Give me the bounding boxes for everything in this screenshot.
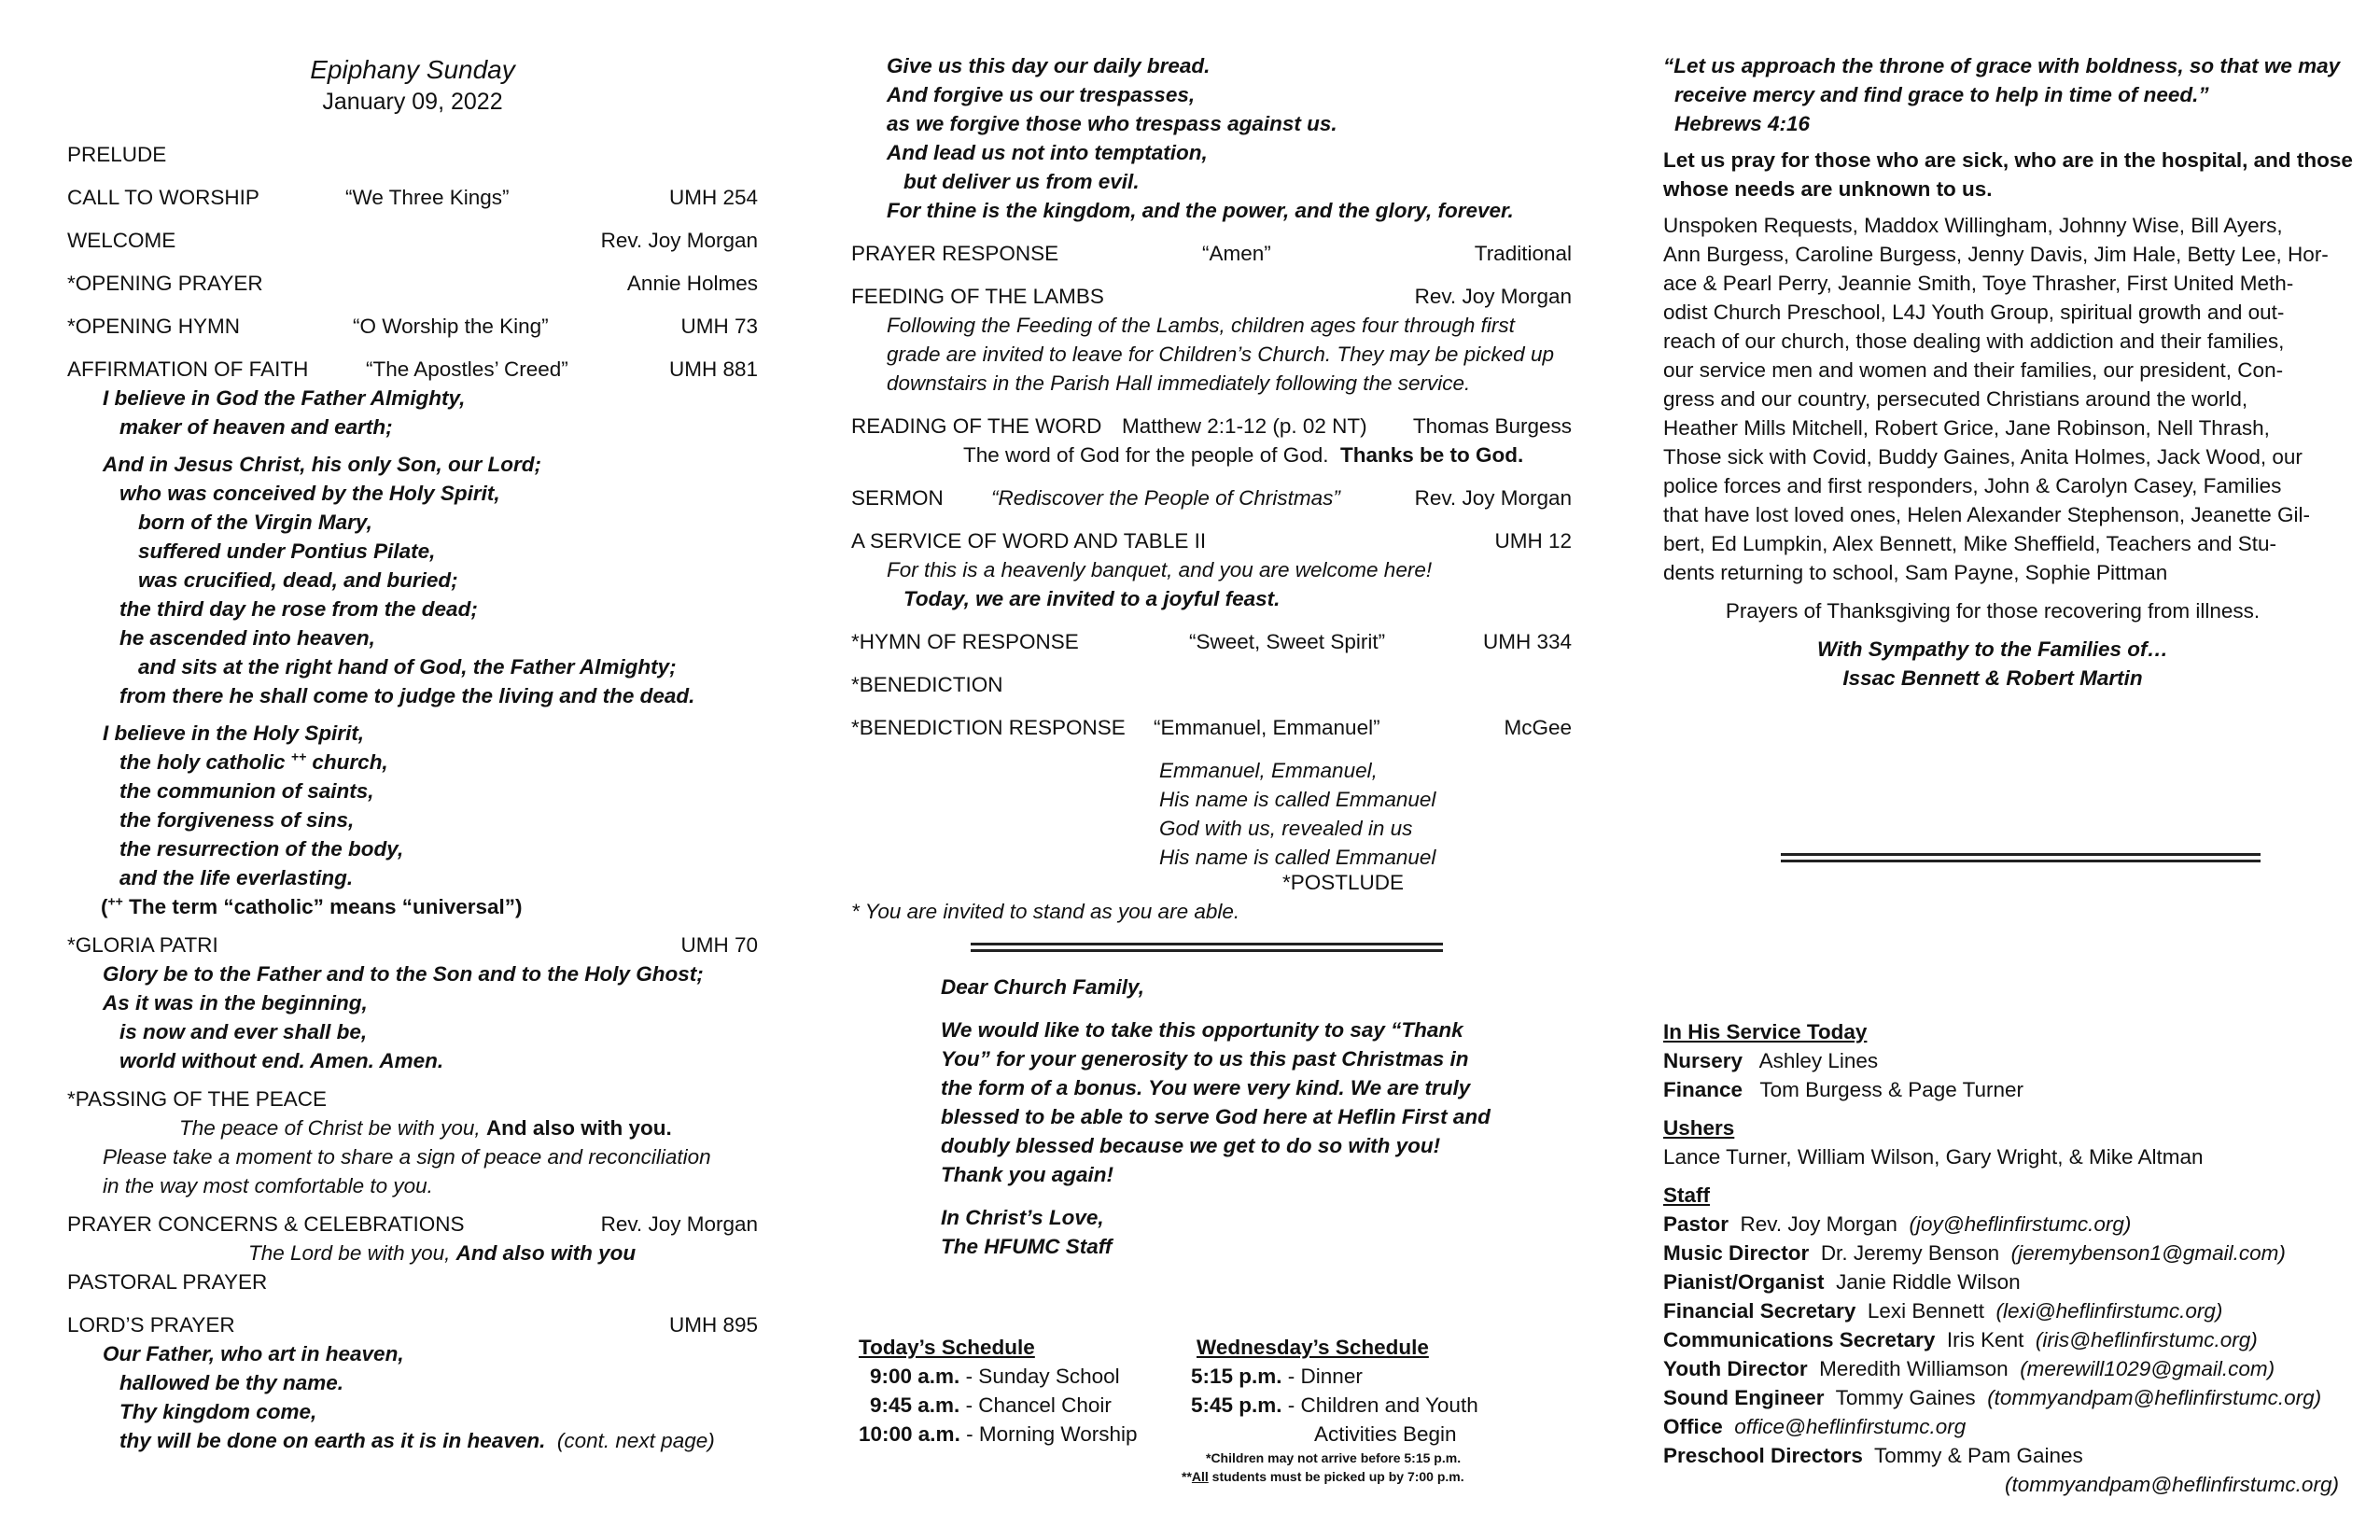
divider-rule [1781, 853, 2261, 862]
gloria-row: *GLORIA PATRI UMH 70 [67, 933, 758, 957]
staff-row: Pastor Rev. Joy Morgan (joy@heflinfirstumc.org) [1663, 1212, 2132, 1236]
stand-note: * You are invited to stand as you are able. [851, 900, 1240, 923]
call-to-worship-row: CALL TO WORSHIP “We Three Kings” UMH 254 [67, 186, 758, 209]
reading-row: READING OF THE WORD Matthew 2:1-12 (p. 02 NT) Thomas Burgess [851, 414, 1572, 438]
sympathy-names: Issac Bennett & Robert Martin [1842, 666, 2143, 690]
lords-prayer-row: LORD’S PRAYER UMH 895 [67, 1313, 758, 1337]
column-order-continued: Give us this day our daily bread. And forgive us our trespasses, as we forgive those who trespass against us. And lead us not into temptation, but deliver us from evil. For thine is the kingdom, and the power, and the glory, forever. PRAYER RESPONSE “Amen” Traditional FEEDING OF THE LAMBS Rev. Joy Morgan Following the Feeding of the Lambs, children ages four through first grade are invited to leave for Children’s Church. They may be picked up downstairs in the Parish Hall immediately following the service. READING OF THE WORD Matthew 2:1-12 (p. 02 NT) Thomas Burgess The word of God for the people of God. Thanks be to God. SERMON “Rediscover the People of Christmas” Rev. Joy Morgan A SERVICE OF WORD AND TABLE II UMH 12 For this is a heavenly banquet, and you are welcome here! Today, we are invited to a joyful feast. *HYMN OF RESPONSE “Sweet, Sweet Spirit” UMH 334 *BENEDICTION *BENEDICTION RESPONSE “Emmanuel, Emmanuel” McGee Emmanuel, Emmanuel, His name is called Emmanuel God with us, revealed in us His name is called Emmanuel *POSTLUDE * You are invited to stand as you are able. Dear Church Family, We would like to take this opportunity to say “Thank You” for your generosity to us this past Christmas in the form of a bonus. You were very kind. We are truly blessed to be able to serve God here at Heflin First and doubly blessed because we get to do so with you! Thank you again! In Christ’s Love, The HFUMC Staff Today’s Schedule 9:00 a.m. - Sunday School 9:45 a.m. - Chancel Choir 10:00 a.m. - Morning Worship Wednesday’s Schedule 5:15 p.m. - Dinner 5:45 p.m. - Children and Youth Activities Begin *Children may not arrive before 5:15 p.m. **All students must be picked up by 7:00 p.m. [851, 0, 1579, 1540]
hymn-of-response-row: *HYMN OF RESPONSE “Sweet, Sweet Spirit” UMH 334 [851, 630, 1572, 653]
bulletin-date: January 09, 2022 [322, 89, 503, 115]
todays-schedule: Today’s Schedule 9:00 a.m. - Sunday School 9:45 a.m. - Chancel Choir 10:00 a.m. - Morning Worship [859, 1333, 1137, 1449]
letter-greeting: Dear Church Family, [941, 975, 1144, 999]
postlude: *POSTLUDE [1282, 871, 1405, 894]
bulletin-title: Epiphany Sunday [310, 55, 515, 84]
lords-prayer-text: Our Father, who art in heaven, hallowed be thy name. Thy kingdom come, thy will be done on earth as it is in heaven. (cont. next page) [103, 1342, 715, 1452]
creed-paragraph-3: I believe in the Holy Spirit, the holy catholic ++ church, the communion of saints, the forgiveness of sins, the resurrection of the body, and the life everlasting. (++ The term “catholic” means “universal”) [67, 719, 758, 921]
sympathy-heading: With Sympathy to the Families of… [1816, 637, 2169, 661]
sermon-row: SERMON “Rediscover the People of Christmas” Rev. Joy Morgan [851, 486, 1572, 510]
prayer-response-row: PRAYER RESPONSE “Amen” Traditional [851, 242, 1572, 265]
benediction-response-row: *BENEDICTION RESPONSE “Emmanuel, Emmanuel” McGee [851, 716, 1572, 739]
staff-row: Youth Director Meredith Williamson (merewill1029@gmail.com) [1663, 1357, 2275, 1380]
gloria-text: Glory be to the Father and to the Son and to the Holy Ghost; As it was in the beginning, is now and ever shall be, world without end. Amen. Amen. [103, 962, 704, 1072]
emmanuel-text: Emmanuel, Emmanuel, His name is called Emmanuel God with us, revealed in us His name is called Emmanuel [1159, 759, 1436, 869]
prelude-row: PRELUDE [67, 143, 167, 166]
staff-row: Music Director Dr. Jeremy Benson (jeremybenson1@gmail.com) [1663, 1241, 2286, 1265]
column-order-of-worship: Epiphany Sunday January 09, 2022 PRELUDE CALL TO WORSHIP “We Three Kings” UMH 254 WELCOME Rev. Joy Morgan *OPENING PRAYER Annie Holmes *OPENING HYMN “O Worship the King” UMH 73 AFFIRMATION OF FAITH “The Apostles’ Creed” UMH 881 I believe in God the Father Almighty, maker of heaven and earth; And in Jesus Christ, his only Son, our Lord; who was conceived by the Holy Spirit, born of the Virgin Mary, suffered under Pontius Pilate, was crucified, dead, and buried; the third day he rose from the dead; he ascended into heaven, and sits at the right hand of God, the Father Almighty; from there he shall come to judge the living and the dead. I believe in the Holy Spirit, the holy catholic ++ church, the communion of saints, the forgiveness of sins, the resurrection of the body, and the life everlasting. (++ The term “catholic” means “universal”) *GLORIA PATRI UMH 70 Glory be to the Father and to the Son and to the Holy Ghost; As it was in the beginning, is now and ever shall be, world without end. Amen. Amen. *PASSING OF THE PEACE The peace of Christ be with you, And also with you. Please take a moment to share a sign of peace and reconciliation in the way most comfortable to you. PRAYER CONCERNS & CELEBRATIONS Rev. Joy Morgan The Lord be with you, And also with you PASTORAL PRAYER LORD’S PRAYER UMH 895 Our Father, who art in heaven, hallowed be thy name. Thy kingdom come, thy will be done on earth as it is in heaven. (cont. next page) [67, 0, 758, 1540]
peace-row: *PASSING OF THE PEACE [67, 1087, 327, 1111]
ushers-heading: Ushers [1663, 1116, 1735, 1140]
ushers-list: Lance Turner, William Wilson, Gary Wright, & Mike Altman [1663, 1145, 2204, 1169]
opening-prayer-row: *OPENING PRAYER Annie Holmes [67, 272, 758, 295]
staff-row: Communications Secretary Iris Kent (iris@heflinfirstumc.org) [1663, 1328, 2258, 1351]
thanksgiving-line: Prayers of Thanksgiving for those recovering from illness. [1725, 599, 2261, 623]
wednesday-schedule-heading: Wednesday’s Schedule [1197, 1336, 1429, 1359]
scripture-quote: “Let us approach the throne of grace with boldness, so that we may receive mercy and find grace to help in time of need.” Hebrews 4:16 [1663, 51, 2354, 138]
service-roster: In His Service Today Nursery Ashley Lines Finance Tom Burgess & Page Turner Ushers Lance Turner, William Wilson, Gary Wright, & Mike Altman Staff Pastor Rev. Joy Morgan (joy@heflinfirstumc.org) Music Director Dr. Jeremy Benson (jeremybenson1@gmail.com) Pianist/Organist Janie Riddle Wilson Financial Secretary Lexi Bennett (lexi@heflinfirstumc.org) Communications Secretary Iris Kent (iris@heflinfirstumc.org) Youth Director Meredith Williamson (merewill1029@gmail.com) Sound Engineer Tommy Gaines (tommyandpam@heflinfirstumc.org) Office office@heflinfirstumc.org Preschool Directors Tommy & Pam Gaines (tommyandpam@heflinfirstumc.org) [1663, 1017, 2339, 1499]
creed-footnote: (++ The term “catholic” means “universal”) [101, 893, 523, 918]
staff-row: Pianist/Organist Janie Riddle Wilson [1663, 1270, 2021, 1294]
staff-row: Financial Secretary Lexi Bennett (lexi@heflinfirstumc.org) [1663, 1299, 2223, 1323]
feeding-text: Following the Feeding of the Lambs, children ages four through first grade are invited to leave for Children’s Church. They may be picked up downstairs in the Parish Hall immediately following the service. [887, 314, 1554, 395]
letter-signature: The HFUMC Staff [941, 1235, 1113, 1258]
prayer-intro: Let us pray for those who are sick, who are in the hospital, and those whose needs are unknown to us. [1663, 148, 2353, 201]
lords-prayer-continued: Give us this day our daily bread. And forgive us our trespasses, as we forgive those who trespass against us. And lead us not into temptation, but deliver us from evil. For thine is the kingdom, and the power, and the glory, forever. [887, 54, 1514, 222]
creed-paragraph-2: And in Jesus Christ, his only Son, our Lord; who was conceived by the Holy Spirit, born of the Virgin Mary, suffered under Pontius Pilate, was crucified, dead, and buried; the third day he rose from the dead; he ascended into heaven, and sits at the right hand of God, the Father Almighty; from there he shall come to judge the living and the dead. [103, 453, 695, 707]
pastoral-prayer-row: PASTORAL PRAYER [67, 1270, 268, 1294]
staff-row: Sound Engineer Tommy Gaines (tommyandpam@heflinfirstumc.org) [1663, 1386, 2322, 1409]
peace-response: The peace of Christ be with you, And also with you. [179, 1116, 672, 1140]
welcome-row: WELCOME Rev. Joy Morgan [67, 229, 758, 252]
benediction-row: *BENEDICTION [851, 673, 1003, 696]
reading-response: The word of God for the people of God. Thanks be to God. [963, 443, 1524, 467]
divider-rule [971, 943, 1443, 952]
feeding-row: FEEDING OF THE LAMBS Rev. Joy Morgan [851, 285, 1572, 308]
staff-row: Office office@heflinfirstumc.org [1663, 1415, 1967, 1438]
creed-paragraph-1: I believe in God the Father Almighty, maker of heaven and earth; [103, 386, 466, 439]
opening-hymn-row: *OPENING HYMN “O Worship the King” UMH 73 [67, 315, 758, 338]
staff-row: Preschool Directors Tommy & Pam Gaines [1663, 1444, 2083, 1467]
wednesday-schedule: Wednesday’s Schedule 5:15 p.m. - Dinner 5:45 p.m. - Children and Youth Activities Begin *Children may not arrive before 5:15 p.m. **All students must be picked up by 7:00 p.m. [1197, 1333, 1478, 1486]
todays-schedule-heading: Today’s Schedule [859, 1336, 1035, 1359]
staff-heading: Staff [1663, 1183, 1710, 1207]
quote-reference: Hebrews 4:16 [1674, 112, 1811, 135]
affirmation-row: AFFIRMATION OF FAITH “The Apostles’ Creed” UMH 881 [67, 357, 758, 381]
prayer-list: Unspoken Requests, Maddox Willingham, Johnny Wise, Bill Ayers, Ann Burgess, Caroline Burgess, Jenny Davis, Jim Hale, Betty Lee, Hor- ace & Pearl Perry, Jeannie Smith, Toye Thrasher, First United Meth- odist Church Preschool, L4J Youth Group, spiritual growth and out- reach of our church, those dealing with addiction and their families, our service men and women and their families, our president, Con- gress and our country, persecuted Christians around the world, Heather Mills Mitchell, Robert Grice, Jane Robinson, Nell Thrash, Those sick with Covid, Buddy Gaines, Anita Holmes, Jack Wood, our police forces and first responders, John & Carolyn Casey, Families that have lost loved ones, Helen Alexander Stephenson, Jeanette Gil- bert, Ed Lumpkin, Alex Bennett, Mike Sheffield, Teachers and Stu- dents returning to school, Sam Payne, Sophie Pittman [1663, 214, 2329, 584]
thank-you-letter: Dear Church Family, We would like to take this opportunity to say “Thank You” for your generosity to us this past Christmas in the form of a bonus. You were very kind. We are truly blessed to be able to serve God here at Heflin First and doubly blessed because we get to do so with you! Thank you again! In Christ’s Love, The HFUMC Staff [851, 973, 1579, 1261]
word-and-table-row: A SERVICE OF WORD AND TABLE II UMH 12 [851, 529, 1572, 553]
in-his-service-heading: In His Service Today [1663, 1020, 1868, 1043]
preschool-email: (tommyandpam@heflinfirstumc.org) [2005, 1473, 2339, 1496]
prayer-concerns-row: PRAYER CONCERNS & CELEBRATIONS Rev. Joy Morgan [67, 1212, 758, 1236]
column-prayers-and-staff [1663, 0, 2354, 1540]
concerns-response: The Lord be with you, And also with you [248, 1241, 637, 1265]
letter-closing: In Christ’s Love, [941, 1206, 1104, 1229]
